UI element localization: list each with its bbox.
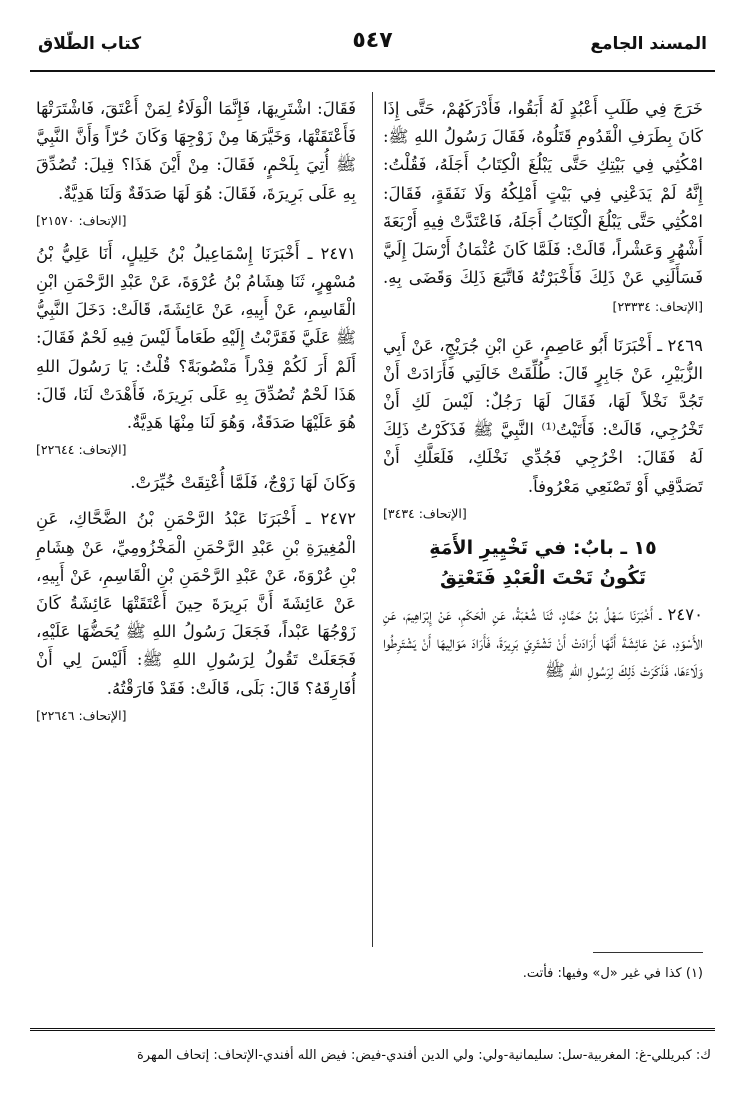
hadith-continuation: خَرَجَ فِي طَلَبِ أَعْبُدٍ لَهُ أَبَقُوا، فَأَدْرَكَهُمْ، حَتَّى إِذَا كَانَ بِطَرَفِ الْقَدُومِ قَتَلُوهُ، فَقَالَ رَسُولُ اللهِ ﷺ: امْكُثِي فِي بَيْتِكِ حَتَّى يَبْلُغَ الْكِتَابُ أَجَلَهُ، فَقُلْتُ: إِنَّهُ لَمْ يَدَعْنِي فِي بَيْتٍ أَمْلِكُهُ وَلَا نَفَقَةٍ، فَقَالَ: امْكُثِي حَتَّى يَبْلُغَ الْكِتَابُ أَجَلَهُ، فَاعْتَدَّتْ فِيهِ أَرْبَعَةَ أَشْهُرٍ وَعَشْراً، قَالَتْ: فَلَمَّا كَانَ عُثْمَانُ أَرْسَلَ إِلَيَّ فَسَأَلَنِي عَنْ ذَلِكَ فَأَخْبَرْتُهُ فَاتَّبَعَ ذَلِكَ وَقَضَى بِهِ. [الإتحاف: ٢٣٣٣٤]: [383, 99, 703, 315]
ithaf-reference: [الإتحاف: ٢٢٦٤٤]: [36, 442, 127, 458]
ithaf-reference: [الإتحاف: ٢٣٣٣٤]: [612, 299, 703, 315]
left-column: [36, 95, 356, 735]
hadith-2472: ٢٤٧٢ ـ أَخْبَرَنَا عَبْدُ الرَّحْمَنِ بْنُ الضَّحَّاكِ، عَنِ الْمُغِيرَةِ بْنِ عَبْدِ الرَّحْمَنِ الْمَخْزُومِيِّ، عَنْ هِشَامِ بْنِ عُرْوَةَ، عَنْ عَبْدِ الرَّحْمَنِ بْنِ الْقَاسِمِ، عَنْ أَبِيهِ، عَنْ عَائِشَةَ أَنَّ بَرِيرَةَ حِينَ أَعْتَقَتْهَا عَائِشَةُ كَانَ زَوْجُهَا عَبْداً، فَجَعَلَ رَسُولُ اللهِ ﷺ يُحَضُّهَا عَلَيْهِ، فَجَعَلَتْ تَقُولُ لِرَسُولِ اللهِ ﷺ: أَلَيْسَ لِي أَنْ أُفَارِقَهُ؟ قَالَ: بَلَى، قَالَتْ: فَقَدْ فَارَقْتُهُ.: [36, 509, 356, 698]
hadith-2470: ٢٤٧٠ ـ أَخْبَرَنَا سَهْلُ بْنُ حَمَّادٍ، ثَنَا شُعْبَةُ، عَنِ الْحَكَمِ، عَنْ إِبْرَاهِيمَ، عَنِ الأَسْوَدِ، عَنْ عَائِشَةَ أَنَّهَا أَرَادَتْ أَنْ تَشْتَرِيَ بَرِيرَةَ، فَأَرَادَ مَوَالِيهَا أَنْ يَشْتَرِطُوا وَلَاءَهَا، فَذَكَرَتْ ذَلِكَ لِرَسُولِ اللهِ ﷺ: [383, 604, 703, 681]
page-number: ٥٤٧: [352, 28, 393, 53]
chapter-heading-line-1: ١٥ ـ بابٌ: في تَخْيِيرِ الأَمَةِ: [429, 536, 657, 559]
chapter-title: كتاب الطّلاق: [38, 34, 142, 54]
ithaf-reference: [الإتحاف: ٣٤٣٤]: [383, 505, 467, 521]
hadith-2469: ٢٤٦٩ ـ أَخْبَرَنَا أَبُو عَاصِمٍ، عَنِ ابْنِ جُرَيْجٍ، عَنْ أَبِي الزُّبَيْرِ، عَنْ جَابِرٍ قَالَ: طُلِّقَتْ خَالَتِي فَأَرَادَتْ أَنْ تَجُدَّ نَخْلاً لَهَا، فَقَالَ لَهَا رَجُلٌ: لَيْسَ لَكِ أَنْ تَخْرُجِي، قَالَتْ: فَأَتَيْتُ⁽¹⁾ النَّبِيَّ ﷺ فَذَكَرْتُ ذَلِكَ لَهُ فَقَالَ: اخْرُجِي فَجُدِّي نَخْلَكِ، فَلَعَلَّكِ أَنْ تَصَدَّقِي أَوْ تَصْنَعِي مَعْرُوفاً.: [383, 335, 704, 496]
book-title: المسند الجامع: [590, 34, 707, 54]
page-header: [30, 22, 715, 62]
hadith-note: وَكَانَ لَهَا زَوْجٌ، فَلَمَّا أُعْتِقَتْ خُيِّرَتْ.: [130, 473, 356, 493]
footnote-divider: [593, 952, 703, 953]
right-column: [383, 95, 703, 687]
chapter-heading-line-2: تَكُونُ تَحْتَ الْعَبْدِ فَتَعْتِقُ: [439, 566, 646, 589]
hadith-continuation: فَقَالَ: اشْتَرِيهَا، فَإِنَّمَا الْوَلَاءُ لِمَنْ أَعْتَقَ، فَاشْتَرَتْهَا فَأَعْتَقَتْهَا، وَخَيَّرَهَا مِنْ زَوْجِهَا وَكَانَ حُرّاً وَأَنَّ النَّبِيَّ ﷺ أُتِيَ بِلَحْمٍ، فَقَالَ: مِنْ أَيْنَ هَذَا؟ قِيلَ: تُصُدِّقَ بِهِ عَلَى بَرِيرَةَ، فَقَالَ: هُوَ لَهَا صَدَقَةٌ وَلَنَا هَدِيَّةٌ.: [36, 99, 356, 203]
hadith-2471: ٢٤٧١ ـ أَخْبَرَنَا إِسْمَاعِيلُ بْنُ خَلِيلٍ، أَنَا عَلِيُّ بْنُ مُسْهِرٍ، ثَنَا هِشَامُ بْنُ عُرْوَةَ، عَنْ عَبْدِ الرَّحْمَنِ ابْنِ الْقَاسِمِ، عَنْ أَبِيهِ، عَنْ عَائِشَةَ، قَالَتْ: دَخَلَ النَّبِيُّ ﷺ عَلَيَّ فَقَرَّبْتُ إِلَيْهِ طَعَاماً لَيْسَ فِيهِ لَحْمٌ فَقَالَ: أَلَمْ أَرَ لَكُمْ قِدْراً مَنْصُوبَةً؟ قُلْتُ: يَا رَسُولَ اللهِ هَذَا لَحْمٌ تُصُدِّقَ بِهِ عَلَى بَرِيرَةَ، فَأَهْدَتْ لَنَا، قَالَ: هُوَ عَلَيْهَا صَدَقَةٌ، وَهُوَ لَنَا مِنْهَا هَدِيَّةٌ.: [36, 243, 356, 433]
ithaf-reference: [الإتحاف: ٢٢٦٤٦]: [36, 707, 127, 723]
footnote: (١) كذا في غير «ل» وفيها: فأتت.: [522, 966, 703, 981]
header-divider: [30, 70, 715, 72]
footer-divider: [30, 1028, 715, 1031]
ithaf-reference: [الإتحاف: ٢١٥٧٠]: [36, 212, 127, 228]
manuscript-abbreviations: ك: كبريللي-غ: المغربية-سل: سليمانية-ولي: ولي الدين أفندي-فيض: فيض الله أفندي-الإتحاف: إتحاف المهرة: [136, 1048, 711, 1063]
column-divider: [372, 92, 373, 947]
chapter-heading: [383, 533, 703, 593]
